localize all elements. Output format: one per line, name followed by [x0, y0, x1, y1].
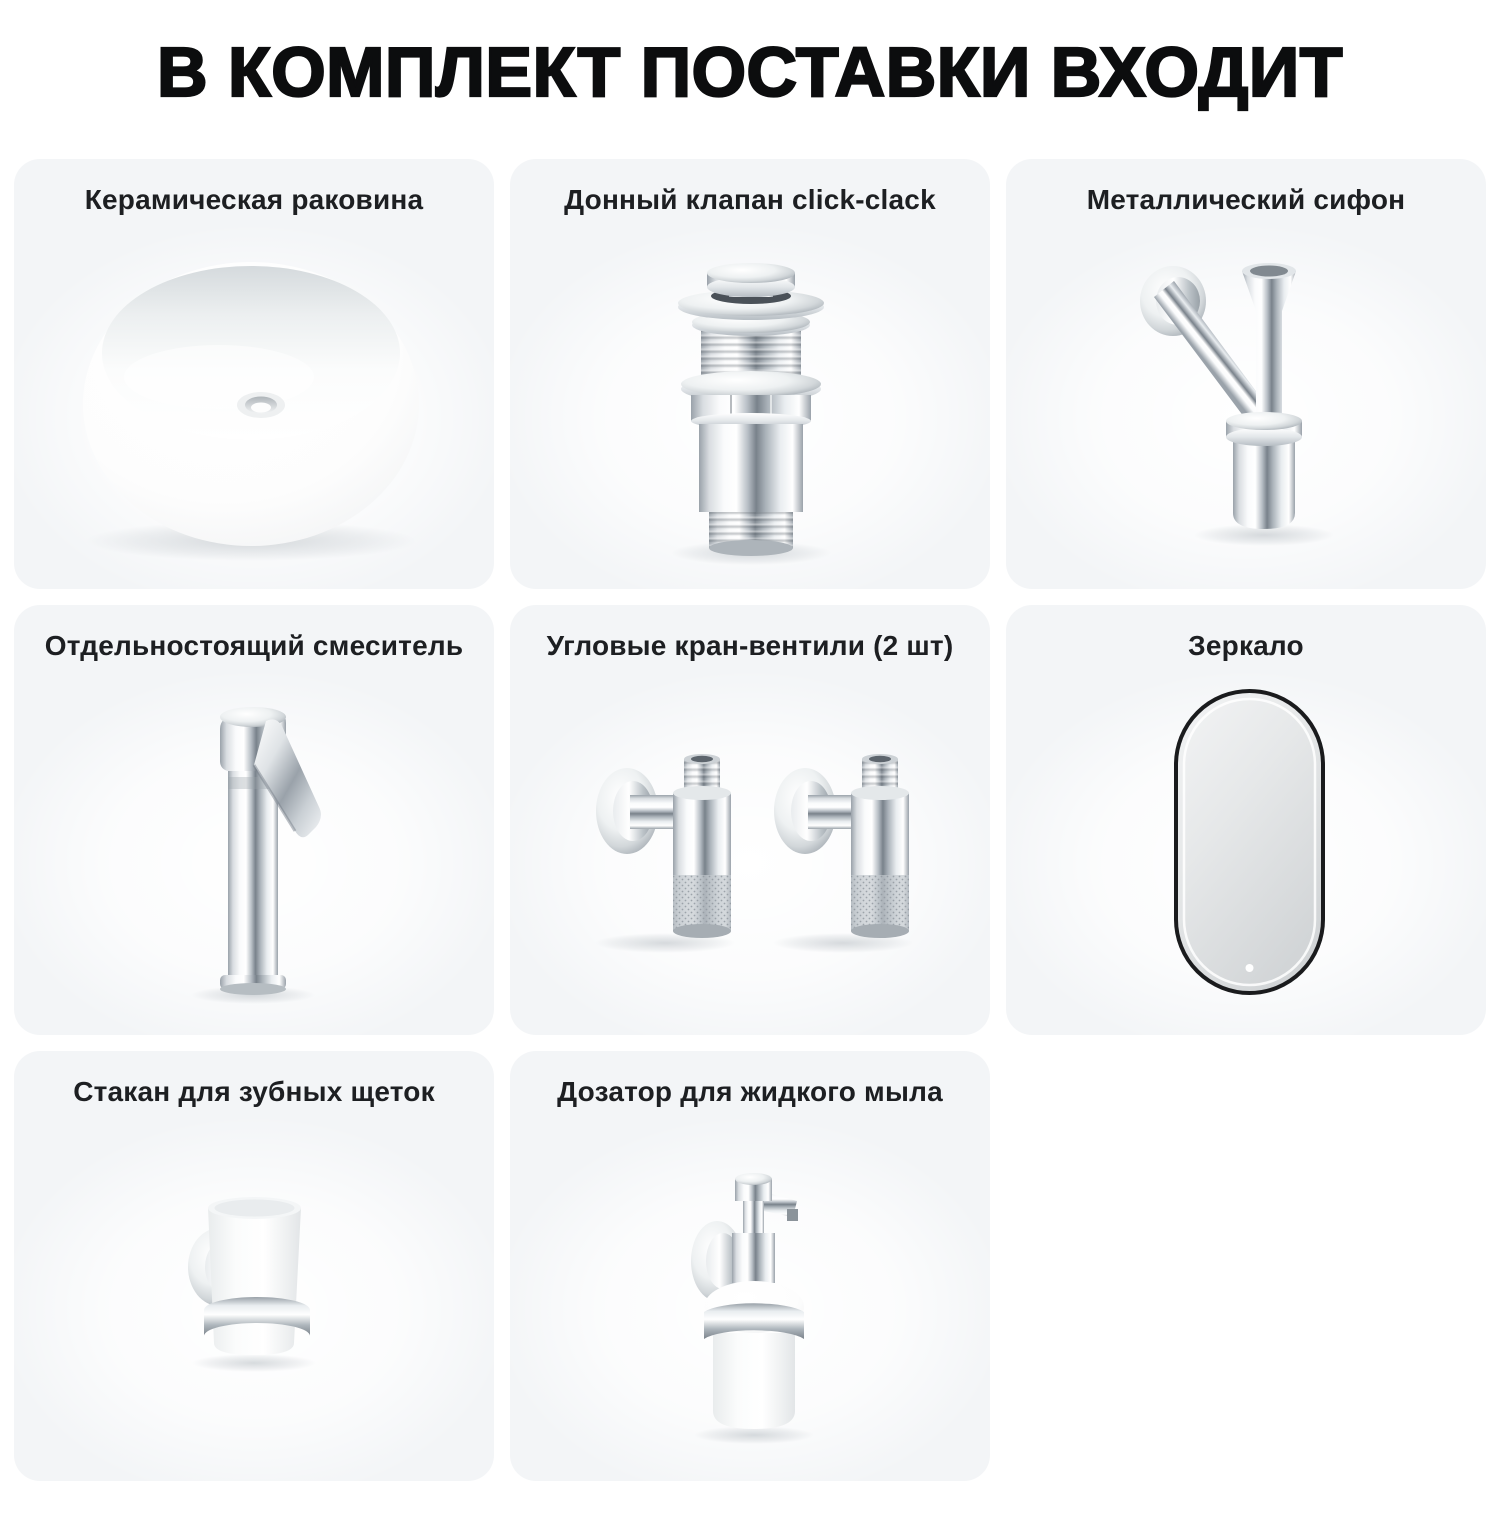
card-title: Отдельностоящий смеситель	[44, 629, 464, 661]
ceramic-sink-image	[14, 219, 494, 589]
toothbrush-cup-card	[14, 1051, 494, 1481]
angle-valves-card	[510, 605, 990, 1035]
mirror-card	[1006, 605, 1486, 1035]
page-title: В КОМПЛЕКТ ПОСТАВКИ ВХОДИТ	[156, 33, 1343, 111]
toothbrush-cup-image	[14, 1111, 494, 1481]
click-clack-valve-image	[510, 219, 990, 589]
mirror-image	[1006, 665, 1486, 1035]
card-title: Угловые кран-вентили (2 шт)	[546, 629, 954, 661]
card-title: Дозатор для жидкого мыла	[557, 1075, 943, 1107]
metal-siphon-card	[1006, 159, 1486, 589]
card-title: Стакан для зубных щеток	[73, 1075, 435, 1107]
soap-dispenser-card	[510, 1051, 990, 1481]
cards-grid	[0, 159, 1500, 1481]
card-title: Металлический сифон	[1086, 183, 1406, 215]
click-clack-valve-card	[510, 159, 990, 589]
freestanding-faucet-card	[14, 605, 494, 1035]
card-title: Керамическая раковина	[84, 183, 424, 215]
soap-dispenser-image	[510, 1111, 990, 1481]
angle-valves-image	[510, 665, 990, 1035]
card-title: Донный клапан click-clack	[564, 183, 936, 215]
card-title: Зеркало	[1188, 629, 1304, 661]
metal-siphon-image	[1006, 219, 1486, 589]
ceramic-sink-card	[14, 159, 494, 589]
freestanding-faucet-image	[14, 665, 494, 1035]
